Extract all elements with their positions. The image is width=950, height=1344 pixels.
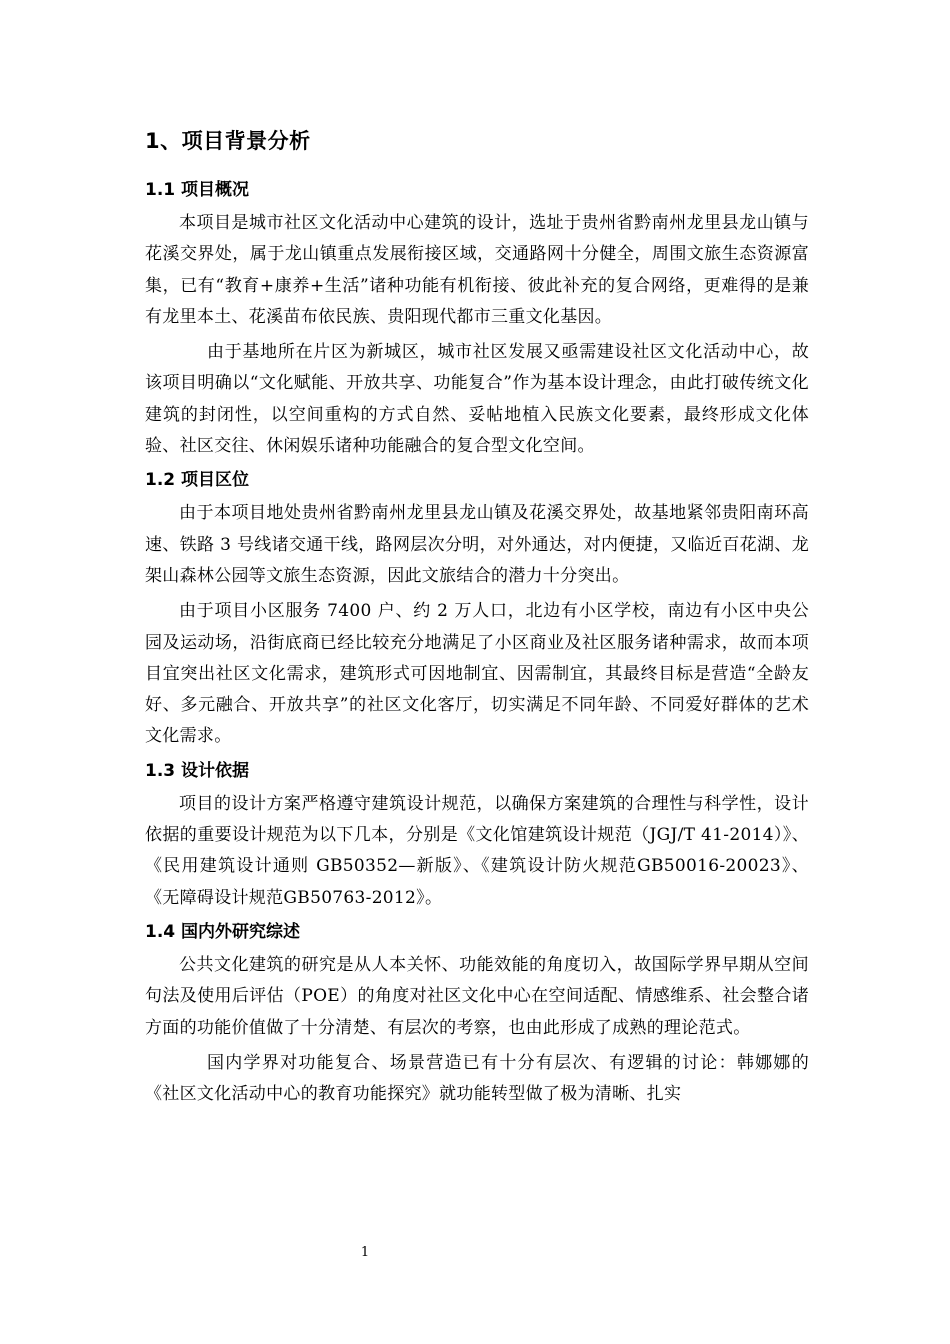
- subsection-heading: 1.1 项目概况: [145, 180, 250, 200]
- section-title: 1、项目背景分析: [145, 129, 311, 153]
- subsection-location: [145, 462, 809, 752]
- page-number: 1: [360, 1245, 370, 1260]
- subsection-design-basis: [145, 753, 809, 914]
- page-content: [145, 124, 809, 1110]
- paragraph: 本项目是城市社区文化活动中心建筑的设计，选址于贵州省黔南州龙里县龙山镇与花溪交界处，属于龙山镇重点发展衔接区域，交通路网十分健全，周围文旅生态资源富集，已有“教育+康养+生活”诸种功能有机衔接、彼此补充的复合网络，更难得的是兼有龙里本土、花溪苗布依民族、贵阳现代都市三重文化基因。: [145, 213, 809, 327]
- subsection-heading: 1.3 设计依据: [145, 760, 250, 781]
- subsection-heading: 1.4 国内外研究综述: [145, 921, 301, 942]
- paragraph: 项目的设计方案严格遵守建筑设计规范，以确保方案建筑的合理性与科学性，设计依据的重要设计规范为以下几本，分别是《文化馆建筑设计规范（JGJ/T 41-2014）》、《民用建筑设计通则 GB50352—新版》、《建筑设计防火规范GB50016-20023》、《无障碍设计规范GB50763-2012》。: [145, 793, 809, 908]
- paragraph: 由于本项目地处贵州省黔南州龙里县龙山镇及花溪交界处，故基地紧邻贵阳南环高速、铁路 3 号线诸交通干线，路网层次分明，对外通达，对内便捷，又临近百花湖、龙架山森林公园等文旅生态资源，因此文旅结合的潜力十分突出。: [145, 503, 809, 586]
- paragraph: 公共文化建筑的研究是从人本关怀、功能效能的角度切入，故国际学界早期从空间句法及使用后评估（POE）的角度对社区文化中心在空间适配、情感维系、社会整合诸方面的功能价值做了十分清楚、有层次的考察，也由此形成了成熟的理论范式。: [145, 954, 809, 1038]
- paragraph: 国内学界对功能复合、场景营造已有十分有层次、有逻辑的讨论：韩娜娜的《社区文化活动中心的教育功能探究》就功能转型做了极为清晰、扎实: [145, 1052, 809, 1105]
- paragraph: 由于项目小区服务 7400 户、约 2 万人口，北边有小区学校，南边有小区中央公园及运动场，沿街底商已经比较充分地满足了小区商业及社区服务诸种需求，故而本项目宜突出社区文化需求，建筑形式可因地制宜、因需制宜，其最终目标是营造“全龄友好、多元融合、开放共享”的社区文化客厅，切实满足不同年龄、不同爱好群体的艺术文化需求。: [145, 601, 809, 747]
- subsection-overview: [145, 172, 809, 462]
- subsection-heading: 1.2 项目区位: [145, 470, 250, 491]
- paragraph: 由于基地所在片区为新城区，城市社区发展又亟需建设社区文化活动中心，故该项目明确以“文化赋能、开放共享、功能复合”作为基本设计理念，由此打破传统文化建筑的封闭性，以空间重构的方式自然、妥帖地植入民族文化要素，最终形成文化体验、社区交往、休闲娱乐诸种功能融合的复合型文化空间。: [145, 342, 809, 457]
- subsection-literature-review: [145, 914, 809, 1110]
